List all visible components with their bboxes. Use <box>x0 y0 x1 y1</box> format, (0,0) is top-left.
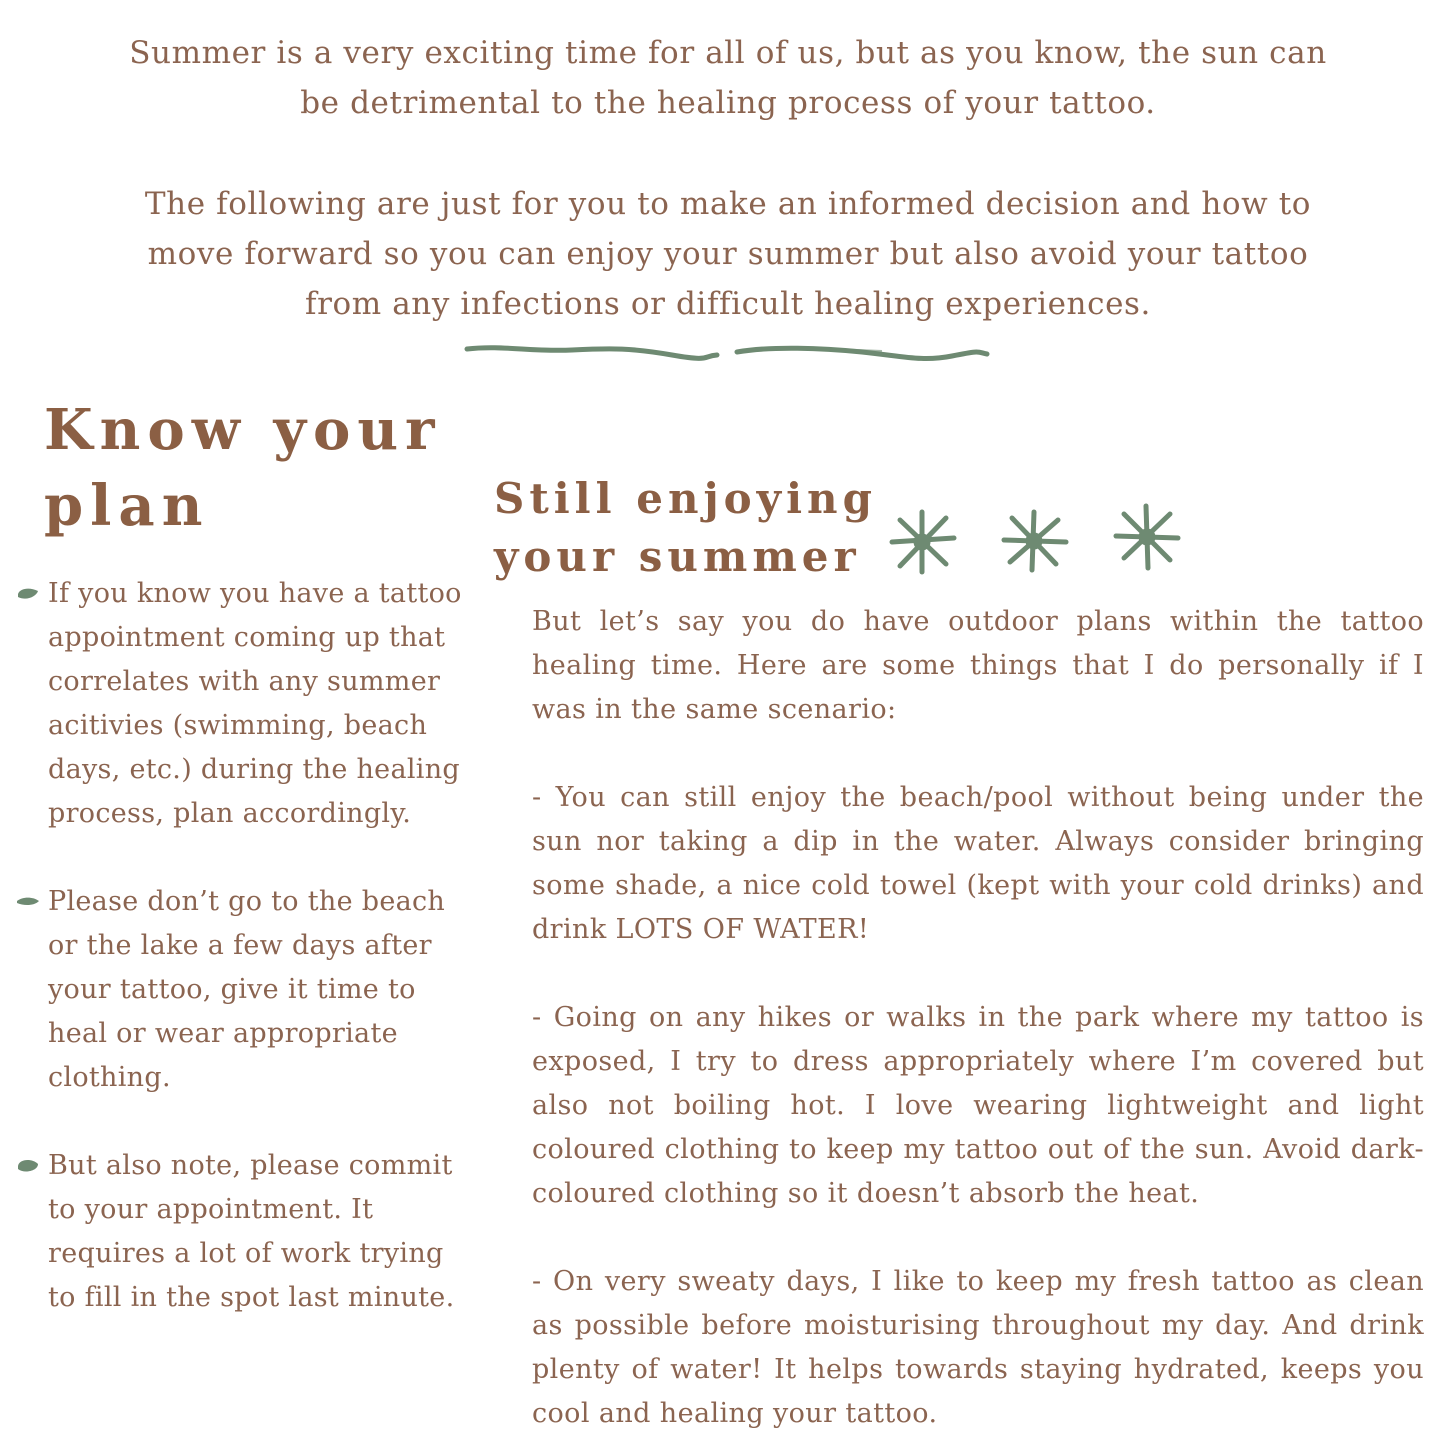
body-paragraph: - On very sweaty days, I like to keep my fresh tattoo as clean as possible before moisturising throughout my day. And drink plenty of water! It helps towards staying hydrated, keeps you cool and healing your tattoo. <box>532 1266 1424 1429</box>
still-enjoying-body <box>532 600 1424 1436</box>
still-enjoying-heading <box>494 470 894 586</box>
know-your-plan-heading-line2: plan <box>44 473 210 539</box>
brush-squiggle-divider-icon <box>462 338 992 368</box>
list-item-text: Please don’t go to the beach or the lake a few days after your tattoo, give it time to heal or wear appropriate clothing. <box>48 886 446 1093</box>
body-paragraph: But let’s say you do have outdoor plans within the tattoo healing time. Here are some things that I do personally if I was in the same scenario: <box>532 606 1424 725</box>
brush-star-icon <box>892 512 954 572</box>
brush-star-icon <box>1116 506 1178 568</box>
brush-dot-bullet-icon <box>16 893 40 911</box>
brush-star-icons <box>880 500 1200 580</box>
intro-text <box>120 28 1336 329</box>
intro-paragraph-1: Summer is a very exciting time for all of us, but as you know, the sun can be detrimental to the healing process of your tattoo. <box>129 35 1327 121</box>
list-item <box>48 880 468 1100</box>
body-paragraph: - Going on any hikes or walks in the park where my tattoo is exposed, I try to dress appropriately where I’m covered but also not boiling hot. I love wearing lightweight and light coloured clothing to keep my tattoo out of the sun. Avoid dark-coloured clothing so it doesn’t absorb the heat. <box>532 1002 1424 1209</box>
brush-dot-bullet-icon <box>16 1157 40 1175</box>
know-your-plan-heading <box>44 392 464 544</box>
list-item <box>48 1144 468 1320</box>
brush-star-icon <box>1004 512 1066 570</box>
know-your-plan-heading-line1: Know your <box>44 397 442 463</box>
brush-dot-bullet-icon <box>16 585 40 603</box>
intro-paragraph-2: The following are just for you to make an informed decision and how to move forward so you can enjoy your summer but also avoid your tattoo from any infections or difficult healing experiences. <box>144 186 1312 322</box>
still-enjoying-heading-line1: Still enjoying <box>494 474 877 523</box>
list-item <box>48 572 468 836</box>
list-item-text: If you know you have a tattoo appointment coming up that correlates with any summer acitivies (swimming, beach days, etc.) during the healing process, plan accordingly. <box>48 578 462 829</box>
know-your-plan-list <box>48 572 468 1320</box>
body-paragraph: - You can still enjoy the beach/pool without being under the sun nor taking a dip in the water. Always consider bringing some shade, a nice cold towel (kept with your cold drinks) and drink LOTS OF WATER! <box>532 782 1424 945</box>
still-enjoying-heading-line2: your summer <box>494 532 861 581</box>
list-item-text: But also note, please commit to your appointment. It requires a lot of work trying to fill in the spot last minute. <box>48 1150 455 1313</box>
